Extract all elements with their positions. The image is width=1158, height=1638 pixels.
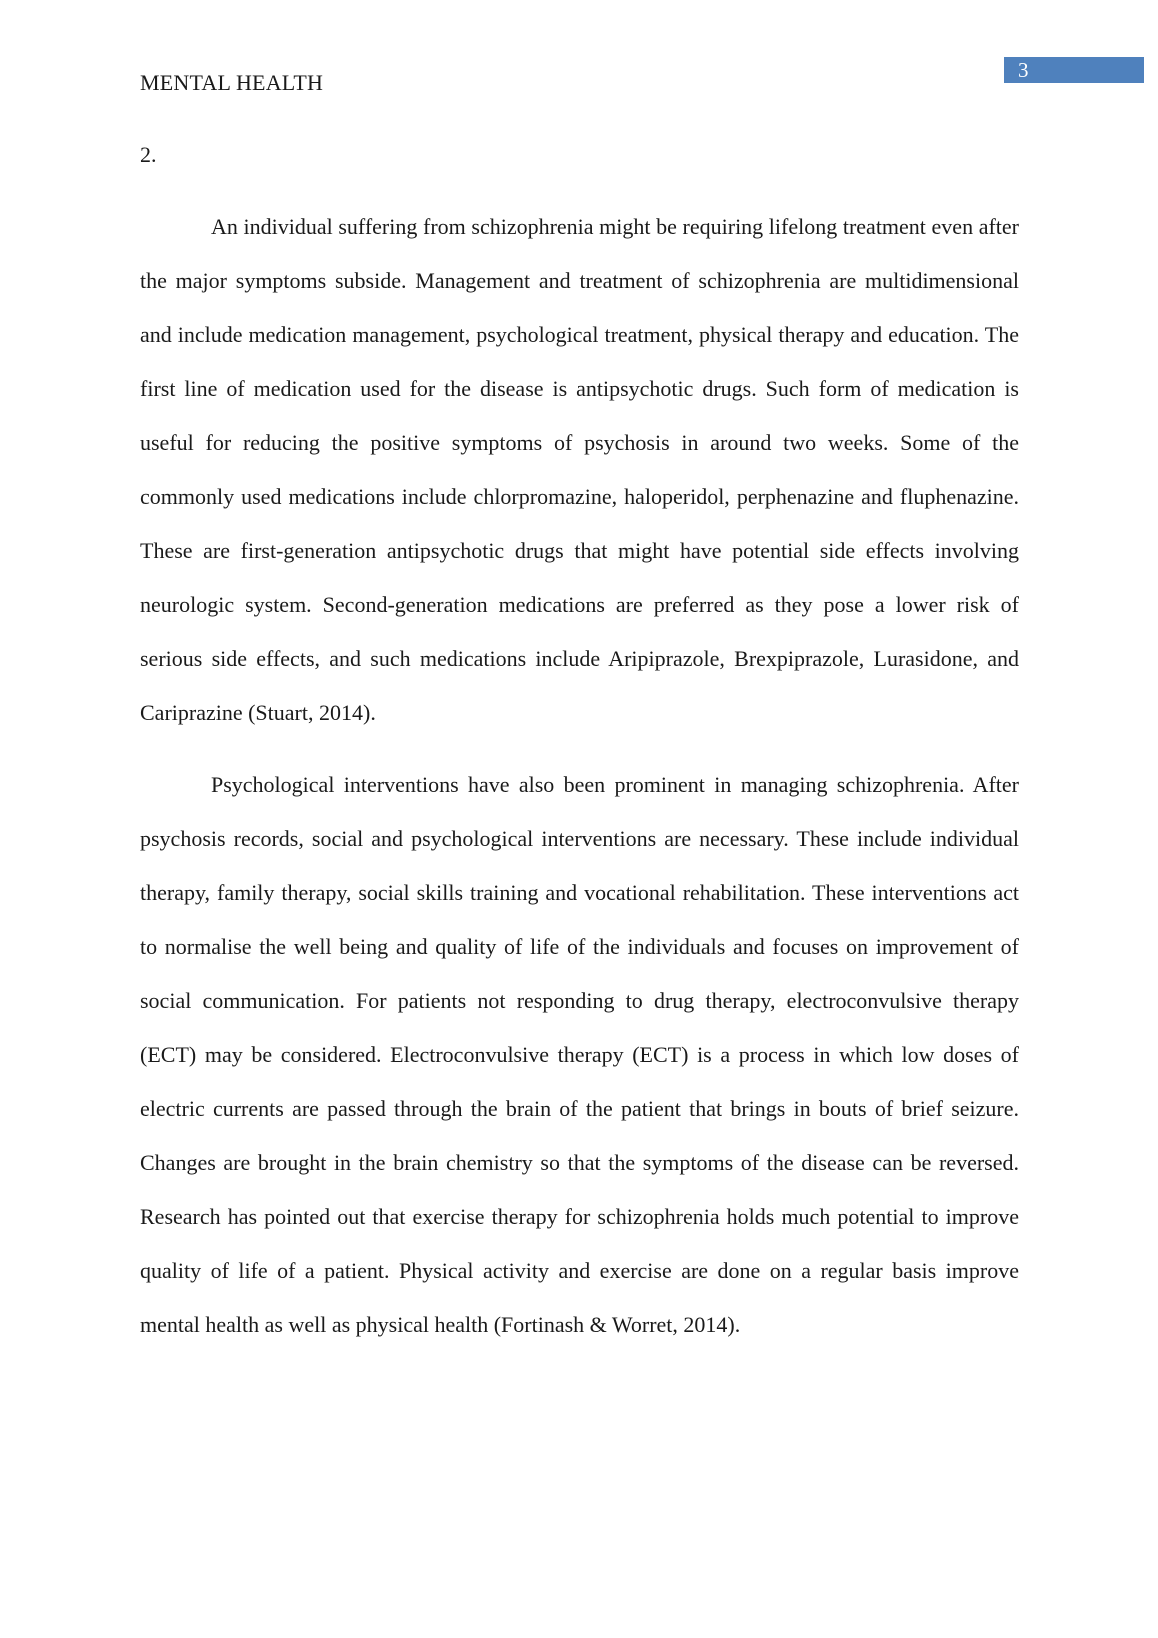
body-paragraph-2: Psychological interventions have also been prominent in managing schizophrenia. After psychosis records, social and psychological interventions are necessary. These include individual therapy, family therapy, social skills training and vocational rehabilitation. These interventions act to normalise the well being and quality of life of the individuals and focuses on improvement of social communication. For patients not responding to drug therapy, electroconvulsive therapy (ECT) may be considered. Electroconvulsive therapy (ECT) is a process in which low doses of electric currents are passed through the brain of the patient that brings in bouts of brief seizure. Changes are brought in the brain chemistry so that the symptoms of the disease can be reversed. Research has pointed out that exercise therapy for schizophrenia holds much potential to improve quality of life of a patient. Physical activity and exercise are done on a regular basis improve mental health as well as physical health (Fortinash & Worret, 2014).: [140, 772, 1019, 1337]
running-head: MENTAL HEALTH: [140, 70, 324, 95]
section-number: 2.: [140, 142, 157, 167]
page-number-box: [1004, 57, 1144, 83]
body-paragraph-1: An individual suffering from schizophrenia might be requiring lifelong treatment even after the major symptoms subside. Management and treatment of schizophrenia are multidimensional and include medication management, psychological treatment, physical therapy and education. The first line of medication used for the disease is antipsychotic drugs. Such form of medication is useful for reducing the positive symptoms of psychosis in around two weeks. Some of the commonly used medications include chlorpromazine, haloperidol, perphenazine and fluphenazine. These are first-generation antipsychotic drugs that might have potential side effects involving neurologic system. Second-generation medications are preferred as they pose a lower risk of serious side effects, and such medications include Aripiprazole, Brexpiprazole, Lurasidone, and Cariprazine (Stuart, 2014).: [140, 214, 1019, 725]
page-number: 3: [1018, 58, 1029, 82]
